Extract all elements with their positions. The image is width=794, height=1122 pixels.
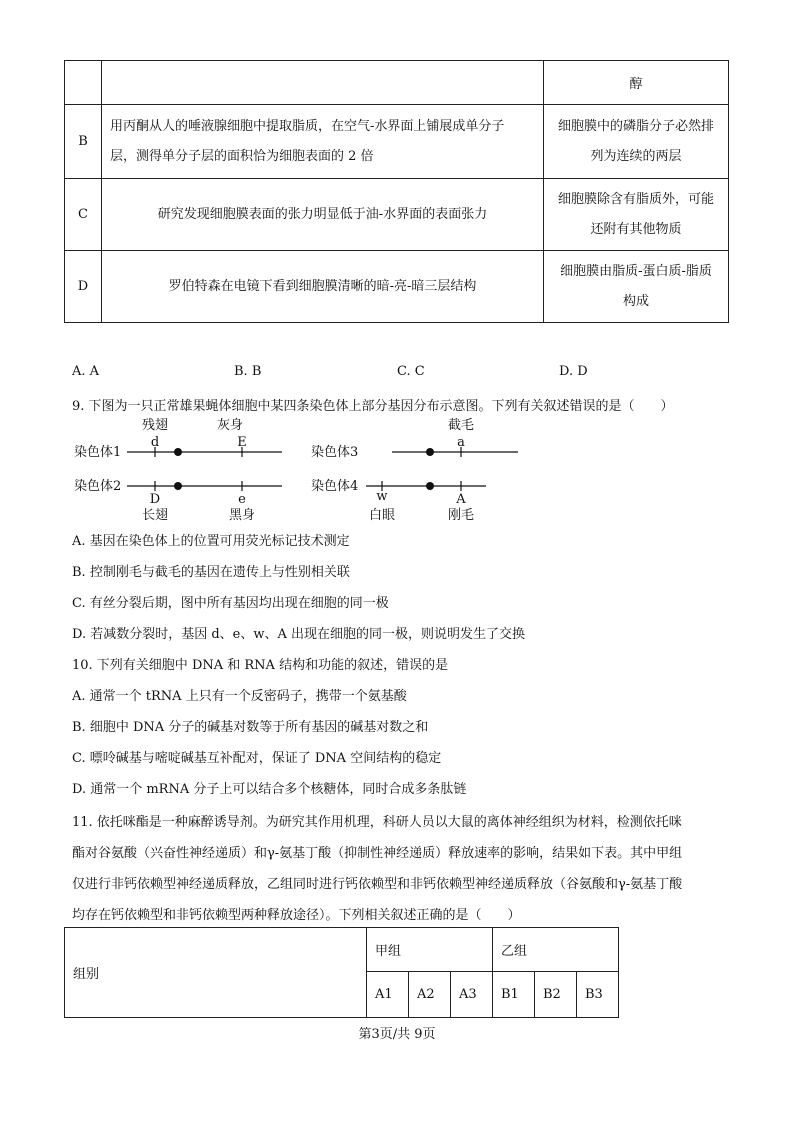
row-conclusion: 细胞膜中的磷脂分子必然排 列为连续的两层 [544, 105, 729, 179]
chr1-label: 染色体1 [74, 445, 122, 460]
gene-name-D: 长翅 [141, 508, 169, 523]
q9-option-d[interactable]: D. 若减数分裂时，基因 d、e、w、A 出现在细胞的同一极，则说明发生了交换 [72, 627, 526, 642]
q11-stem-line: 酯对谷氨酸（兴奋性神经递质）和γ-氨基丁酸（抑制性神经递质）释放速率的影响，结果如下表。其中甲组 [72, 846, 683, 861]
q9-stem: 9. 下图为一只正常雄果蝇体细胞中某四条染色体上部分基因分布示意图。下列有关叙述错误的是（ ） [72, 399, 674, 414]
page-footer: 第3页/共 9页 [358, 1027, 436, 1042]
group-a-header: 甲组 [367, 928, 493, 972]
chr4-label: 染色体4 [311, 479, 359, 494]
q11-stem-line: 仅进行非钙依赖型神经递质释放，乙组同时进行钙依赖型和非钙依赖型神经递质释放（谷氨酸和γ-氨基丁酸 [72, 877, 683, 892]
q9-option-c[interactable]: C. 有丝分裂后期，图中所有基因均出现在细胞的同一极 [72, 596, 389, 611]
table-row [65, 61, 729, 105]
gene-name-a: 截毛 [447, 418, 475, 433]
sub-a1: A1 [367, 972, 409, 1018]
q10-option-a[interactable]: A. 通常一个 tRNA 上只有一个反密码子，携带一个氨基酸 [72, 689, 407, 704]
allele-d: d [150, 435, 160, 450]
row-content [102, 61, 544, 105]
table-row [65, 105, 729, 179]
row-label: C [65, 179, 102, 251]
allele-D: D [149, 492, 161, 507]
sub-b1: B1 [493, 972, 535, 1018]
option-c[interactable]: C. C [397, 364, 425, 379]
group-b-header: 乙组 [493, 928, 619, 972]
q9-option-b[interactable]: B. 控制刚毛与截毛的基因在遗传上与性别相关联 [72, 565, 350, 580]
row-label: D [65, 251, 102, 323]
table-row [65, 179, 729, 251]
q10-option-d[interactable]: D. 通常一个 mRNA 分子上可以结合多个核糖体，同时合成多条肽链 [72, 782, 467, 797]
sub-b2: B2 [535, 972, 577, 1018]
chr1-centromere [174, 448, 182, 456]
gene-name-w: 白眼 [368, 508, 396, 523]
q11-table [64, 927, 619, 1018]
experiment-table [64, 60, 729, 323]
chr3-label: 染色体3 [311, 445, 359, 460]
allele-a: a [457, 435, 465, 450]
q11-stem-line: 均存在钙依赖型和非钙依赖型两种释放途径）。下列相关叙述正确的是（ ） [72, 908, 521, 923]
sub-a2: A2 [409, 972, 451, 1018]
q10-option-b[interactable]: B. 细胞中 DNA 分子的碱基对数等于所有基因的碱基对数之和 [72, 720, 429, 735]
allele-A: A [456, 492, 466, 507]
chr2-label: 染色体2 [74, 479, 122, 494]
table-row [65, 251, 729, 323]
row-conclusion: 细胞膜由脂质-蛋白质-脂质 构成 [544, 251, 729, 323]
row-conclusion: 细胞膜除含有脂质外，可能 还附有其他物质 [544, 179, 729, 251]
row-content: 罗伯特森在电镜下看到细胞膜清晰的暗-亮-暗三层结构 [102, 251, 544, 323]
row-label [65, 61, 102, 105]
allele-E: E [237, 435, 247, 450]
gene-name-E: 灰身 [216, 418, 244, 433]
sub-b3: B3 [577, 972, 619, 1018]
allele-e: e [238, 492, 246, 507]
q11-stem-line: 11. 依托咪酯是一种麻醉诱导剂。为研究其作用机理，科研人员以大鼠的离体神经组织为材料，检测依托咪 [72, 815, 682, 830]
row-label: B [65, 105, 102, 179]
table-row [65, 928, 619, 972]
chr2-centromere [174, 482, 182, 490]
gene-name-e: 黑身 [228, 508, 256, 523]
sub-a3: A3 [451, 972, 493, 1018]
chr3-centromere [426, 448, 434, 456]
gene-name-d: 残翅 [141, 418, 169, 433]
chr4-centromere [426, 482, 434, 490]
q9-option-a[interactable]: A. 基因在染色体上的位置可用荧光标记技术测定 [72, 534, 350, 549]
row-conclusion: 醇 [544, 61, 729, 105]
q10-option-c[interactable]: C. 嘌呤碱基与嘧啶碱基互补配对，保证了 DNA 空间结构的稳定 [72, 751, 442, 766]
q10-stem: 10. 下列有关细胞中 DNA 和 RNA 结构和功能的叙述，错误的是 [72, 658, 449, 673]
group-header: 组别 [65, 928, 367, 1018]
option-a[interactable]: A. A [72, 364, 100, 379]
gene-name-A: 刚毛 [447, 508, 475, 523]
allele-w: w [376, 489, 388, 504]
row-content: 研究发现细胞膜表面的张力明显低于油-水界面的表面张力 [102, 179, 544, 251]
option-b[interactable]: B. B [234, 364, 262, 379]
chromosome-diagram [0, 415, 794, 525]
row-content: 用丙酮从人的唾液腺细胞中提取脂质，在空气-水界面上铺展成单分子 层，测得单分子层的面积恰为细胞表面的 2 倍 [102, 105, 544, 179]
option-d[interactable]: D. D [559, 364, 588, 379]
